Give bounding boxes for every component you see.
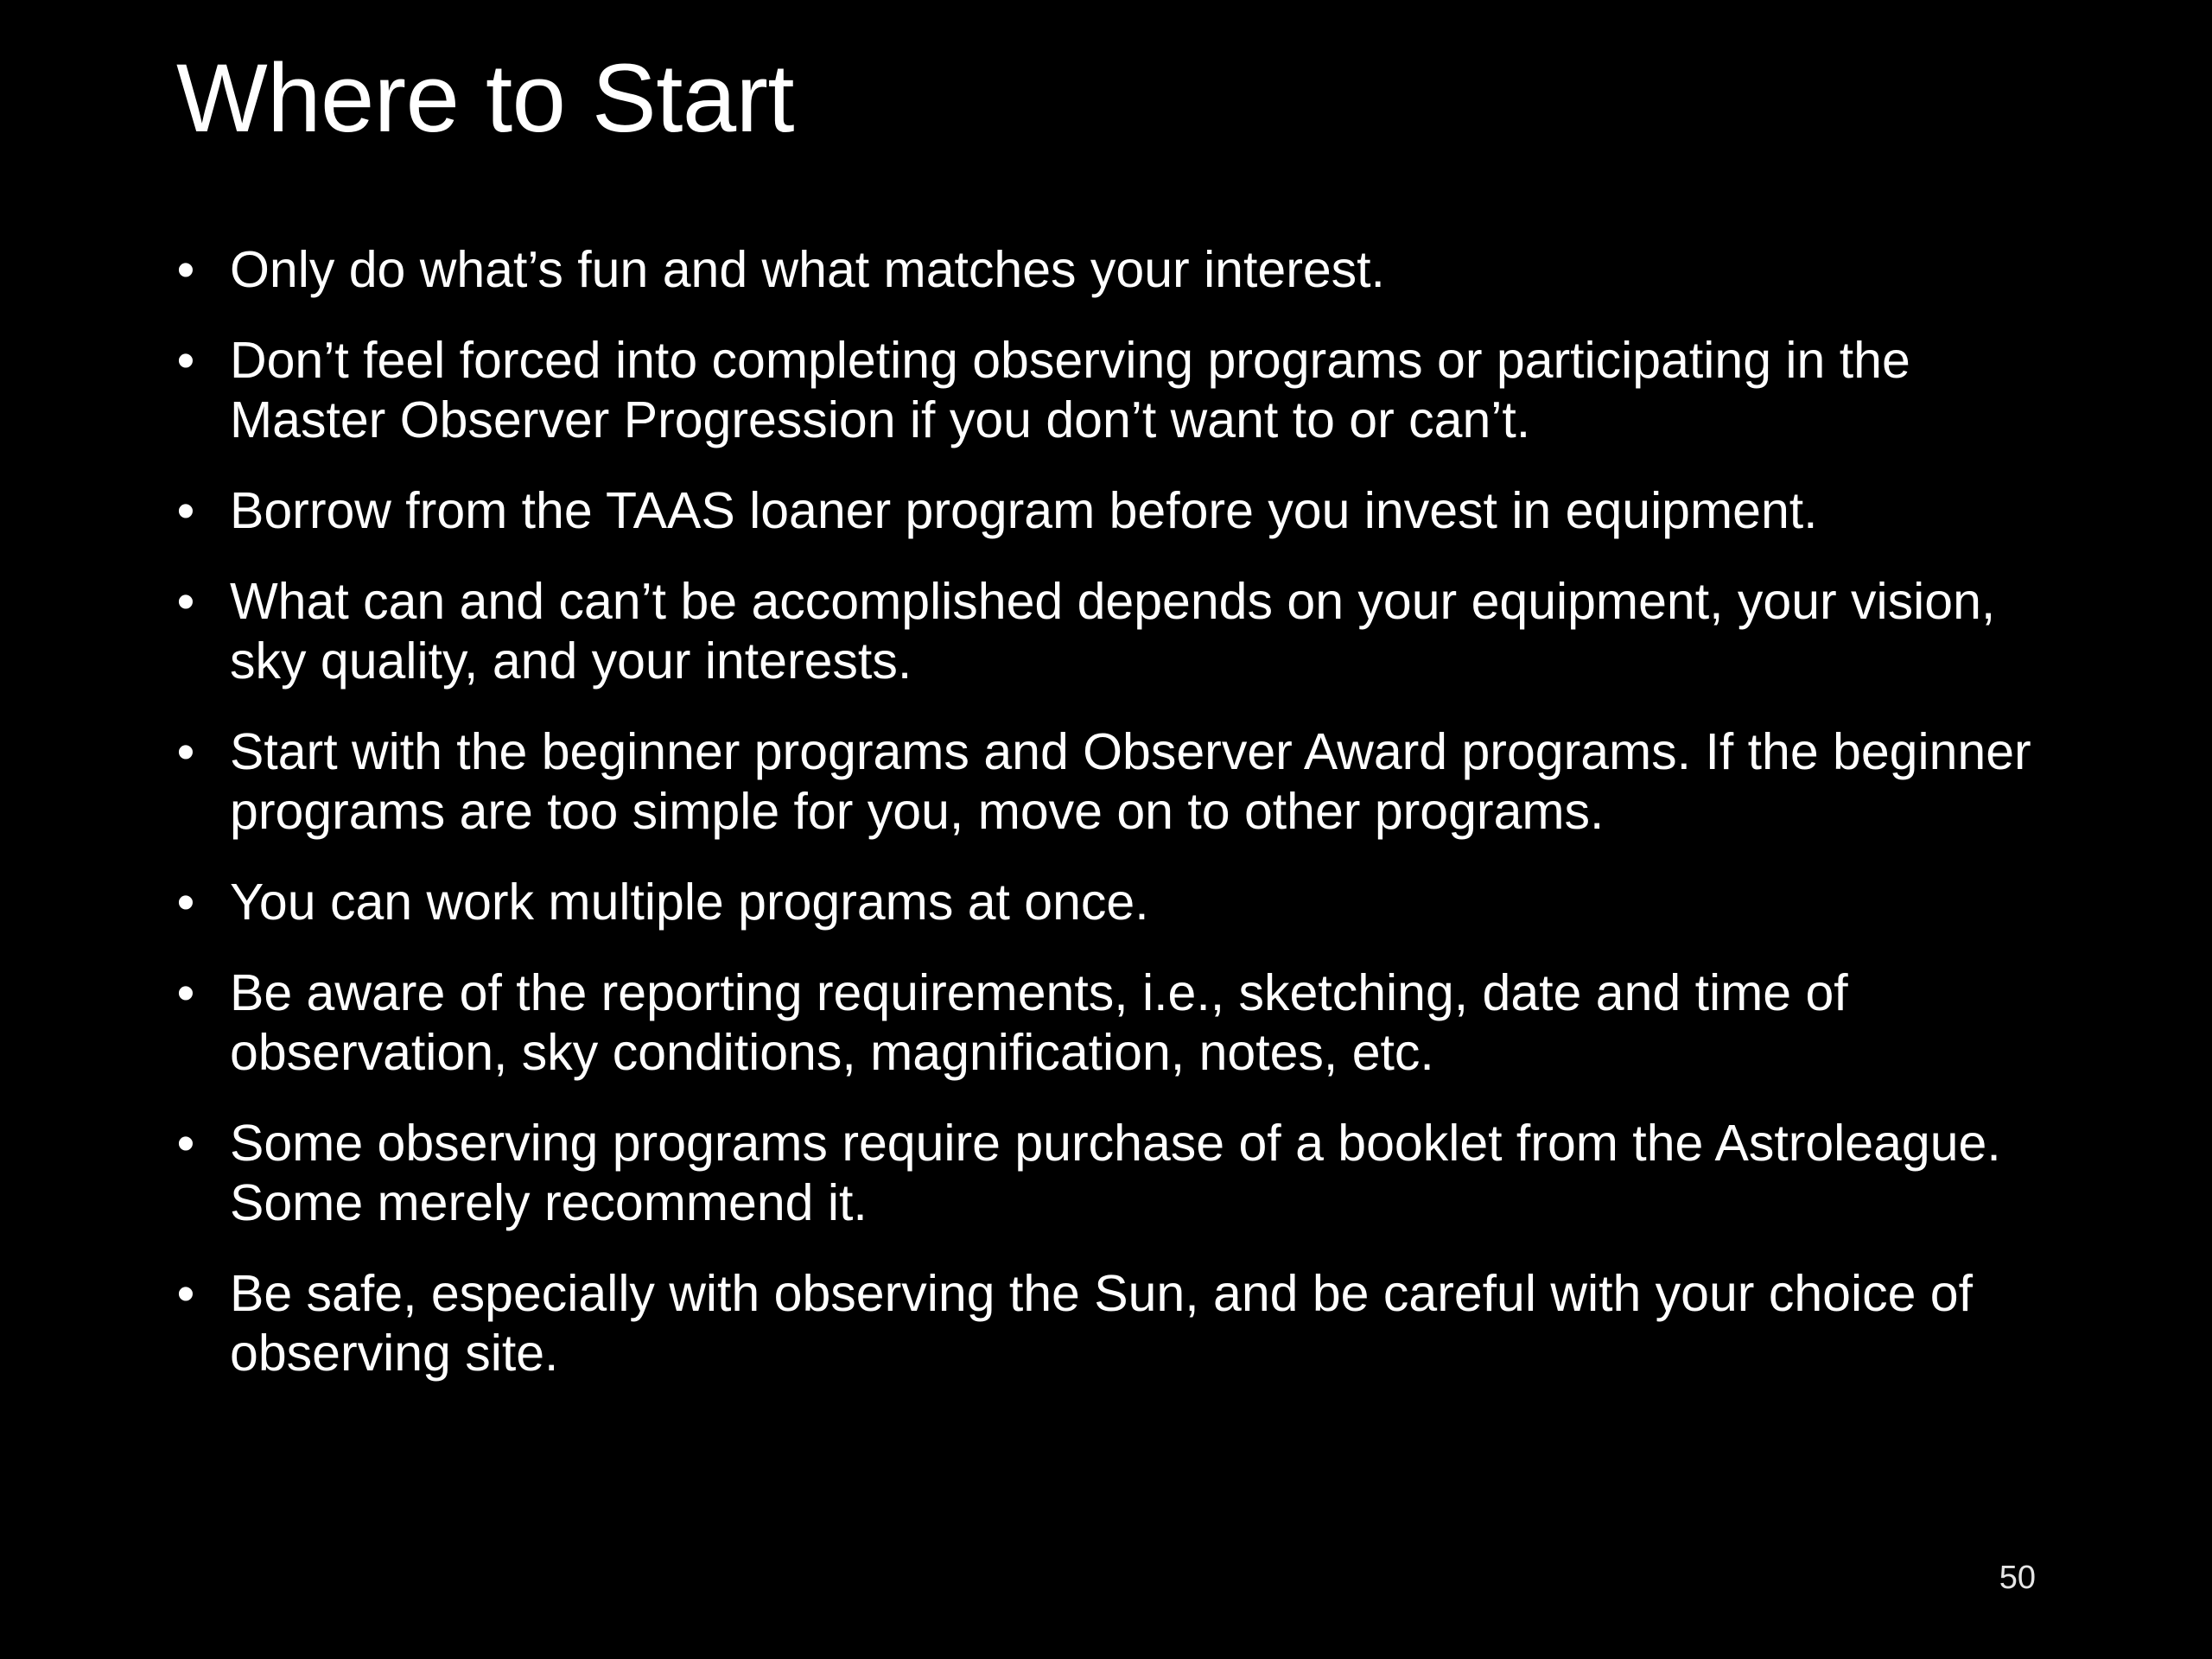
bullet-dot-icon: • <box>176 241 195 298</box>
bullet-dot-icon: • <box>176 874 195 931</box>
bullet-dot-icon: • <box>176 964 195 1021</box>
bullet-text: You can work multiple programs at once. <box>230 874 1149 931</box>
bullet-item <box>173 1264 2039 1383</box>
bullet-text: Don’t feel forced into completing observing programs or participating in the Master Observer Progression if you don’t want to or can’t. <box>230 332 1910 448</box>
bullet-item <box>173 873 2039 932</box>
bullet-dot-icon: • <box>176 573 195 630</box>
bullet-text: Start with the beginner programs and Observer Award programs. If the beginner programs are too simple for you, move on to other programs. <box>230 723 2031 840</box>
bullet-text: Be aware of the reporting requirements, i.e., sketching, date and time of observation, sky conditions, magnification, notes, etc. <box>230 964 1848 1081</box>
bullet-dot-icon: • <box>176 1265 195 1322</box>
bullet-dot-icon: • <box>176 482 195 539</box>
slide-title: Where to Start <box>176 44 795 152</box>
bullet-item <box>173 963 2039 1083</box>
bullet-dot-icon: • <box>176 332 195 389</box>
bullet-dot-icon: • <box>176 723 195 780</box>
bullet-item <box>173 240 2039 300</box>
bullet-item <box>173 572 2039 691</box>
bullet-item <box>173 1114 2039 1233</box>
bullet-dot-icon: • <box>176 1115 195 1172</box>
bullet-list <box>173 240 2039 1414</box>
bullet-text: Borrow from the TAAS loaner program before you invest in equipment. <box>230 482 1818 539</box>
bullet-item <box>173 481 2039 541</box>
bullet-text: Some observing programs require purchase of a booklet from the Astroleague. Some merely recommend it. <box>230 1115 2001 1231</box>
page-number: 50 <box>1999 1560 2036 1596</box>
bullet-text: Be safe, especially with observing the Sun, and be careful with your choice of observing site. <box>230 1265 1973 1382</box>
bullet-text: What can and can’t be accomplished depends on your equipment, your vision, sky quality, and your interests. <box>230 573 1996 690</box>
bullet-item <box>173 722 2039 842</box>
bullet-text: Only do what’s fun and what matches your interest. <box>230 241 1385 298</box>
bullet-item <box>173 331 2039 450</box>
